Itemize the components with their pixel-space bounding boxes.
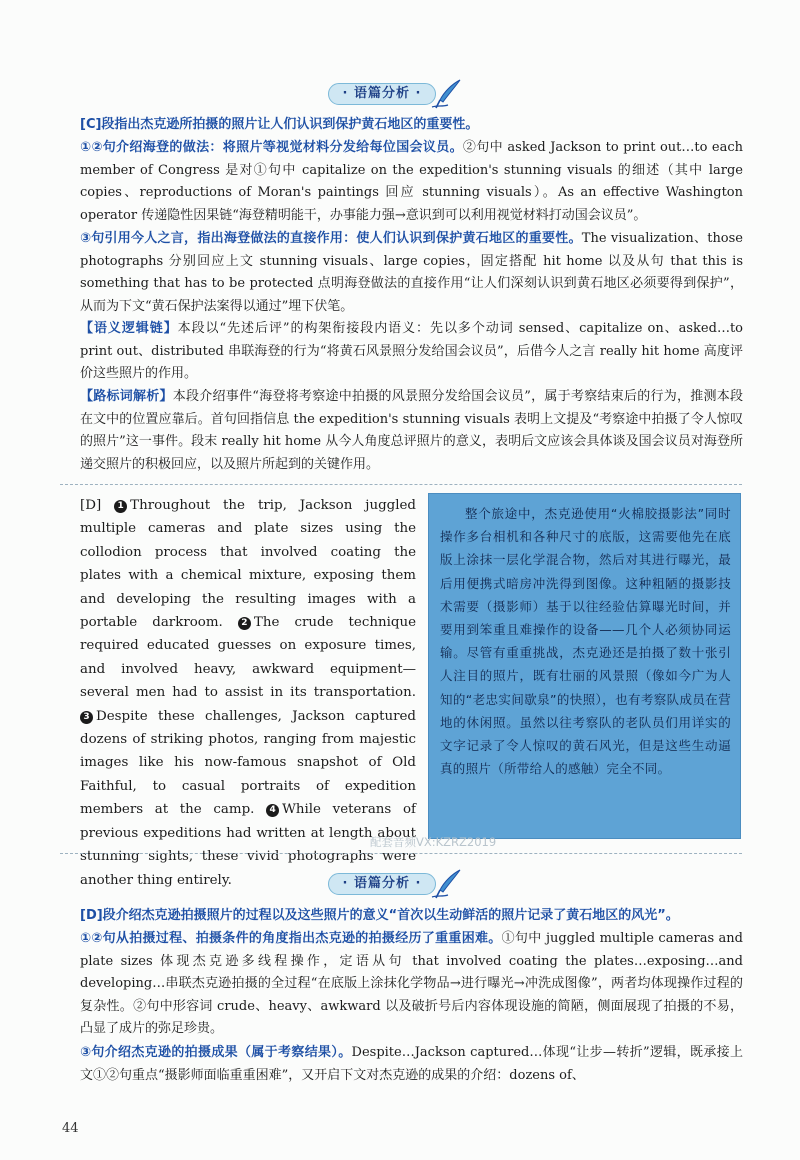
semantic-logic-chain bbox=[80, 318, 743, 386]
page-number: 44 bbox=[62, 1121, 79, 1136]
divider bbox=[60, 484, 742, 485]
semantic-logic-chain-body: 本段以“先述后评”的构架衔接段内语义：先以多个动词 sensed、capitalize on、asked…to print out、distributed 串联海登的行为“将黄石风景照分发给国会议员”，后借今人之言 really hit home 高度评价这些照片的作用。 bbox=[80, 321, 743, 381]
analysis-c-point-1-lead: ①②句介绍海登的做法：将照片等视觉材料分发给每位国会议员。 bbox=[80, 140, 463, 155]
section-banner-d bbox=[328, 870, 463, 897]
semantic-logic-chain-tag: 【语义逻辑链】 bbox=[80, 321, 178, 336]
analysis-d-point-2 bbox=[80, 1042, 743, 1087]
signpost-analysis bbox=[80, 386, 743, 476]
translation-box bbox=[428, 493, 741, 839]
section-banner-c bbox=[328, 80, 463, 107]
sentence-number-4: 4 bbox=[266, 804, 279, 817]
sentence-number-2: 2 bbox=[238, 617, 251, 630]
sentence-1: Throughout the trip, Jackson juggled multiple cameras and plate sizes using the collodion process that involved coating the plates with a chemical mixture, exposing them and developing the resulting images with a portable darkroom. bbox=[80, 498, 416, 631]
sentence-4: While veterans of previous expeditions had written at length about stunning sights, these vivid photographs were another thing entirely. bbox=[80, 802, 416, 888]
sentence-number-3: 3 bbox=[80, 711, 93, 724]
sentence-number-1: 1 bbox=[114, 500, 127, 513]
analysis-d-point-2-lead: ③句介绍杰克逊的拍摄成果（属于考察结果）。 bbox=[80, 1045, 352, 1060]
banner-label: · 语篇分析 · bbox=[328, 873, 436, 895]
quill-pen-icon bbox=[430, 868, 464, 900]
analysis-c-summary-text: [C]段指出杰克逊所拍摄的照片让人们认识到保护黄石地区的重要性。 bbox=[80, 117, 479, 132]
analysis-d-point-1-body: ①句中 juggled multiple cameras and plate sizes 体现杰克逊多线程操作，定语从句 that involved coating the plates…exposing…and developing…串联杰克逊拍摄的全过程“在底版上涂抹化学物品→进行曝光→冲洗成图像”，两者均体现操作过程的复杂性。②句中形容词 crude、heavy、awkward 以及破折号后内容体现设施的简陋，侧面展现了拍摄的不易，凸显了成片的弥足珍贵。 bbox=[80, 931, 744, 1036]
watermark: 配套音频VX:KZRZ2019 bbox=[370, 835, 497, 849]
analysis-d-summary-text: [D]段介绍杰克逊拍摄照片的过程以及这些照片的意义“首次以生动鲜活的照片记录了黄石地区的风光”。 bbox=[80, 908, 679, 923]
sentence-3: Despite these challenges, Jackson captured dozens of striking photos, ranging from majestic images like his now-famous snapshot of Old Faithful, to casual portraits of expedition members at the camp. bbox=[80, 708, 416, 818]
divider bbox=[60, 853, 742, 854]
analysis-c-point-2 bbox=[80, 228, 743, 318]
analysis-d-summary bbox=[80, 905, 743, 928]
signpost-analysis-tag: 【路标词解析】 bbox=[80, 389, 173, 404]
analysis-c-summary bbox=[80, 114, 743, 137]
analysis-c-point-1 bbox=[80, 137, 743, 227]
banner-label: · 语篇分析 · bbox=[328, 83, 436, 105]
analysis-c-point-2-body: The visualization、those photographs 分别回应上文 stunning visuals、large copies，固定搭配 hit home 以及从句 that this is something that has to be protected 点明海登做法的直接作用“让人们深刻认识到黄石地区必须要得到保护”，从而为下文“黄石保护法案得以通过”埋下伏笔。 bbox=[80, 231, 744, 314]
translation-text: 整个旅途中，杰克逊使用“火棉胶摄影法”同时操作多台相机和各种尺寸的底版，这需要他先在底版上涂抹一层化学混合物，然后对其进行曝光，最后用便携式暗房冲洗得到图像。这种粗陋的摄影技术需要（摄影师）基于以往经验估算曝光时间，并要用到笨重且难操作的设备——几个人必须协同运输。尽管有重重挑战，杰克逊还是拍摄了数十张引人注目的照片，既有壮丽的风景照（像如今广为人知的“老忠实间歇泉”的快照），也有考察队成员在营地的休闲照。虽然以往考察队的老队员们用详实的文字记录了令人惊叹的黄石风光，但是这些生动逼真的照片（所带给人的感触）完全不同。 bbox=[440, 506, 731, 777]
analysis-c-point-1-body: ②句中 asked Jackson to print out…to each member of Congress 是对①句中 capitalize on the expedition's stunning visuals 的细述（其中 large copies、reproductions of Moran's paintings 回应 stunning visuals）。As an effective Washington operator 传递隐性因果链“海登精明能干，办事能力强→意识到可以利用视觉材料打动国会议员”。 bbox=[80, 140, 744, 223]
analysis-d-point-1 bbox=[80, 928, 743, 1041]
quill-pen-icon bbox=[430, 78, 464, 110]
analysis-d-point-2-body: Despite…Jackson captured…体现“让步—转折”逻辑，既承接上文①②句重点“摄影师面临重重困难”，又开启下文对杰克逊的成果的介绍：dozens of、 bbox=[80, 1045, 743, 1083]
paragraph-label: [D] bbox=[80, 498, 102, 513]
sentence-2: The crude technique required educated guesses on exposure times, and involved heavy, awkward equipment—several men had to assist in its transportation. bbox=[80, 615, 416, 701]
signpost-analysis-body: 本段介绍事件“海登将考察途中拍摄的风景照分发给国会议员”，属于考察结束后的行为，推测本段在文中的位置应靠后。首句回指信息 the expedition's stunning visuals 表明上文提及“考察途中拍摄了令人惊叹的照片”这一事件。段末 really hit home 从今人角度总评照片的意义，表明后文应该会具体谈及国会议员对海登所递交照片的积极回应，以及照片所起到的关键作用。 bbox=[80, 389, 743, 472]
analysis-c-point-2-lead: ③句引用今人之言，指出海登做法的直接作用：使人们认识到保护黄石地区的重要性。 bbox=[80, 231, 582, 246]
analysis-d-point-1-lead: ①②句从拍摄过程、拍摄条件的角度指出杰克逊的拍摄经历了重重困难。 bbox=[80, 931, 502, 946]
passage-d-text bbox=[80, 494, 416, 892]
